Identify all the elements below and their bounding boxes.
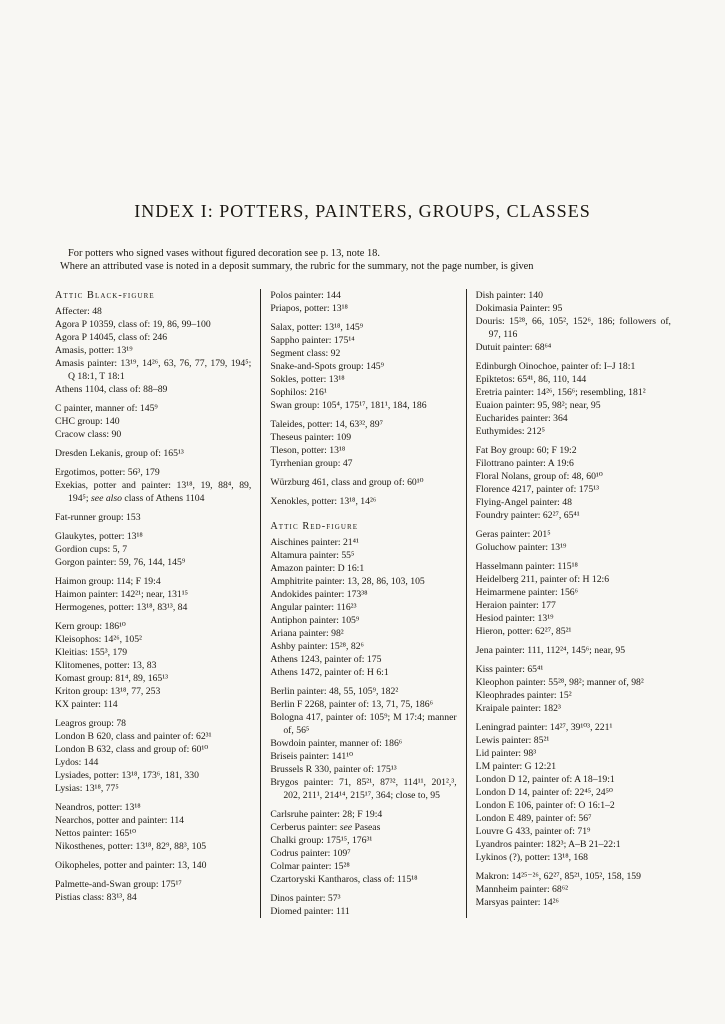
index-entry: Flying-Angel painter: 48 xyxy=(475,497,572,508)
index-entry: Lid painter: 98³ xyxy=(475,748,537,759)
entry-group xyxy=(270,418,456,470)
index-entry: Polos painter: 144 xyxy=(270,290,341,301)
index-entry: Andokides painter: 173³⁸ xyxy=(270,589,368,600)
index-entry: Komast group: 81⁴, 89, 165¹³ xyxy=(55,673,169,684)
entry-group xyxy=(270,808,456,886)
entry-group xyxy=(55,801,251,853)
index-entry: Lewis painter: 85²¹ xyxy=(475,735,550,746)
index-entry: Tleson, potter: 13¹⁸ xyxy=(270,445,346,456)
index-entry: Sappho painter: 175¹⁴ xyxy=(270,335,355,346)
entry-group xyxy=(55,402,251,441)
index-entry: Snake-and-Spots group: 145⁹ xyxy=(270,361,385,372)
index-entry: Kiss painter: 65⁴¹ xyxy=(475,664,544,675)
index-entry: Dish painter: 140 xyxy=(475,290,543,301)
index-entry: Haimon painter: 142²¹; near, 131¹⁵ xyxy=(55,589,189,600)
entry-group xyxy=(55,511,251,524)
index-entry: Lysias: 13¹⁸, 77⁵ xyxy=(55,783,119,794)
index-entry: Codrus painter: 109⁷ xyxy=(270,848,351,859)
index-entry: Agora P 10359, class of: 19, 86, 99–100 xyxy=(55,319,211,330)
index-entry: Bowdoin painter, manner of: 186⁶ xyxy=(270,738,403,749)
index-entry: Sokles, potter: 13¹⁸ xyxy=(270,374,345,385)
index-entry: Exekias, potter and painter: 13¹⁸, 19, 88⁴, 89, 194⁵; see also class of Athens 1104 xyxy=(55,480,252,504)
index-entry: Dutuit painter: 68⁶⁴ xyxy=(475,342,552,353)
entry-group xyxy=(476,663,671,715)
index-entry: Mannheim painter: 68⁶² xyxy=(475,884,569,895)
index-entry: Aischines painter: 21⁴¹ xyxy=(270,537,359,548)
index-entry: Würzburg 461, class and group of: 60¹⁰ xyxy=(270,477,424,488)
index-entry: Ariana painter: 98² xyxy=(270,628,344,639)
index-entry: Haimon group: 114; F 19:4 xyxy=(55,576,161,587)
index-entry: Angular painter: 116²³ xyxy=(270,602,357,613)
index-entry: Epiktetos: 65⁴¹, 86, 110, 144 xyxy=(475,374,587,385)
index-entry: Athens 1243, painter of: 175 xyxy=(270,654,382,665)
entry-group xyxy=(270,476,456,489)
index-entry: Louvre G 433, painter of: 71⁹ xyxy=(475,826,591,837)
index-entry: Hieron, potter: 62²⁷, 85²¹ xyxy=(475,626,572,637)
index-entry: Oikopheles, potter and painter: 13, 140 xyxy=(55,860,207,871)
index-entry: Lyandros painter: 182³; A–B 21–22:1 xyxy=(475,839,621,850)
index-entry: Amasis, potter: 13¹⁹ xyxy=(55,345,133,356)
section-heading: Attic Red-figure xyxy=(270,521,359,532)
entry-group xyxy=(270,685,456,802)
index-column-1 xyxy=(55,289,260,918)
index-entry: Priapos, potter: 13¹⁸ xyxy=(270,303,348,314)
index-entry: Glaukytes, potter: 13¹⁸ xyxy=(55,531,143,542)
index-entry: Heimarmene painter: 156⁶ xyxy=(475,587,579,598)
index-entry: Kern group: 186¹⁰ xyxy=(55,621,126,632)
index-entry: Hesiod painter: 13¹⁹ xyxy=(475,613,554,624)
entry-group xyxy=(270,495,456,508)
entry-group xyxy=(55,466,251,505)
entry-group xyxy=(476,444,671,522)
entry-group xyxy=(476,528,671,554)
entry-group xyxy=(270,289,456,315)
entry-group xyxy=(270,892,456,918)
entry-group xyxy=(55,575,251,614)
index-entry: London E 489, painter of: 56⁷ xyxy=(475,813,592,824)
index-entry: Hermogenes, potter: 13¹⁸, 83¹³, 84 xyxy=(55,602,188,613)
index-entry: Bologna 417, painter of: 105⁹; M 17:4; manner of, 56⁵ xyxy=(270,712,457,736)
index-entry: Filottrano painter: A 19:6 xyxy=(475,458,574,469)
index-entry: Kleophon painter: 55²⁸, 98²; manner of, 98² xyxy=(475,677,644,688)
entry-group xyxy=(476,560,671,638)
index-entry: Eucharides painter: 364 xyxy=(475,413,568,424)
index-entry: Swan group: 105⁴, 175¹⁷, 181¹, 184, 186 xyxy=(270,400,427,411)
entry-group xyxy=(476,721,671,864)
index-entry: Fat-runner group: 153 xyxy=(55,512,141,523)
index-entry: Ergotimos, potter: 56³, 179 xyxy=(55,467,160,478)
index-entry: Cerberus painter: see Paseas xyxy=(270,822,381,833)
entry-group xyxy=(55,530,251,569)
index-entry: Goluchow painter: 13¹⁹ xyxy=(475,542,567,553)
index-entry: Nearchos, potter and painter: 114 xyxy=(55,815,185,826)
index-entry: Dresden Lekanis, group of: 165¹³ xyxy=(55,448,184,459)
index-entry: Klitomenes, potter: 13, 83 xyxy=(55,660,157,671)
index-entry: Euthymides: 212⁵ xyxy=(475,426,545,437)
index-entry: LM painter: G 12:21 xyxy=(475,761,557,772)
entry-group xyxy=(476,289,671,354)
index-entry: Leagros group: 78 xyxy=(55,718,127,729)
index-entry: Nikosthenes, potter: 13¹⁸, 82⁹, 88³, 105 xyxy=(55,841,207,852)
index-entry: Makron: 14²⁵⁻²⁶, 62²⁷, 85²¹, 105², 158, 159 xyxy=(475,871,641,882)
index-entry: Lykinos (?), potter: 13¹⁸, 168 xyxy=(475,852,588,863)
intro-note-2: Where an attributed vase is noted in a deposit summary, the rubric for the summary, not the page number, is given xyxy=(60,261,534,272)
index-entry: Euaion painter: 95, 98²; near, 95 xyxy=(475,400,601,411)
index-entry: Geras painter: 201⁵ xyxy=(475,529,551,540)
index-entry: Czartoryski Kantharos, class of: 115¹⁸ xyxy=(270,874,418,885)
index-entry: Pistias class: 83¹³, 84 xyxy=(55,892,137,903)
entry-group xyxy=(476,870,671,909)
index-entry: Diomed painter: 111 xyxy=(270,906,350,917)
index-entry: Kriton group: 13¹⁸, 77, 253 xyxy=(55,686,161,697)
index-entry: Colmar painter: 15²⁸ xyxy=(270,861,350,872)
entry-group xyxy=(55,620,251,711)
index-entry: Nettos painter: 165¹⁰ xyxy=(55,828,137,839)
index-entry: Lydos: 144 xyxy=(55,757,99,768)
index-column-2 xyxy=(260,289,465,918)
index-entry: Sophilos: 216¹ xyxy=(270,387,327,398)
entry-group xyxy=(55,305,251,396)
index-entry: Athens 1472, painter of: H 6:1 xyxy=(270,667,389,678)
index-entry: Fat Boy group: 60; F 19:2 xyxy=(475,445,577,456)
index-entry: Theseus painter: 109 xyxy=(270,432,352,443)
page-title: INDEX I: POTTERS, PAINTERS, GROUPS, CLASSES xyxy=(134,201,591,221)
index-entry: Eretria painter: 14²⁶, 156⁶; resembling, 181² xyxy=(475,387,646,398)
index-entry: Gordion cups: 5, 7 xyxy=(55,544,128,555)
index-column-3 xyxy=(466,289,671,918)
section-heading: Attic Black-figure xyxy=(55,290,155,301)
index-entry: Foundry painter: 62²⁷, 65⁴¹ xyxy=(475,510,580,521)
index-entry: Carlsruhe painter: 28; F 19:4 xyxy=(270,809,383,820)
index-entry: London B 632, class and group of: 60¹⁰ xyxy=(55,744,209,755)
index-entry: Chalki group: 175¹⁵, 176³¹ xyxy=(270,835,373,846)
index-entry: CHC group: 140 xyxy=(55,416,120,427)
index-entry: Hasselmann painter: 115¹⁸ xyxy=(475,561,578,572)
entry-group xyxy=(55,878,251,904)
index-entry: London E 106, painter of: O 16:1–2 xyxy=(475,800,615,811)
index-entry: Amphitrite painter: 13, 28, 86, 103, 105 xyxy=(270,576,425,587)
index-entry: Berlin painter: 48, 55, 105⁹, 182² xyxy=(270,686,399,697)
index-entry: Cracow class: 90 xyxy=(55,429,122,440)
index-columns xyxy=(55,289,671,918)
index-entry: Amazon painter: D 16:1 xyxy=(270,563,365,574)
entry-group xyxy=(55,447,251,460)
index-entry: Neandros, potter: 13¹⁸ xyxy=(55,802,141,813)
index-entry: Ashby painter: 15²⁸, 82⁶ xyxy=(270,641,364,652)
index-entry: Taleides, potter: 14, 63³², 89⁷ xyxy=(270,419,383,430)
index-entry: Amasis painter: 13¹⁹, 14²⁶, 63, 76, 77, 179, 194⁵; Q 18:1, T 18:1 xyxy=(55,358,252,382)
index-entry: Berlin F 2268, painter of: 13, 71, 75, 186⁶ xyxy=(270,699,433,710)
index-entry: Florence 4217, painter of: 175¹³ xyxy=(475,484,600,495)
index-entry: Edinburgh Oinochoe, painter of: I–J 18:1 xyxy=(475,361,636,372)
index-entry: Brygos painter: 71, 85²¹, 87³², 114¹¹, 201²,³, 202, 211¹, 214¹⁴, 215¹⁷, 364; close to, 95 xyxy=(270,777,457,801)
index-entry: Gorgon painter: 59, 76, 144, 145⁹ xyxy=(55,557,186,568)
index-entry: Agora P 14045, class of: 246 xyxy=(55,332,168,343)
index-entry: Floral Nolans, group of: 48, 60¹⁰ xyxy=(475,471,603,482)
index-entry: Kleitias: 155³, 179 xyxy=(55,647,128,658)
index-entry: London B 620, class and painter of: 62³¹ xyxy=(55,731,212,742)
index-entry: Kleophrades painter: 15² xyxy=(475,690,572,701)
index-entry: Kraipale painter: 182³ xyxy=(475,703,561,714)
index-entry: Lysiades, potter: 13¹⁸, 173⁶, 181, 330 xyxy=(55,770,199,781)
index-entry: Jena painter: 111, 112²⁴, 145⁶; near, 95 xyxy=(475,645,626,656)
index-entry: Xenokles, potter: 13¹⁸, 14²⁶ xyxy=(270,496,377,507)
index-entry: Affecter: 48 xyxy=(55,306,102,317)
index-entry: Heidelberg 211, painter of: H 12:6 xyxy=(475,574,610,585)
index-entry: London D 14, painter of: 22⁴⁵, 24⁵⁰ xyxy=(475,787,613,798)
entry-group xyxy=(55,717,251,795)
index-entry: Segment class: 92 xyxy=(270,348,341,359)
index-entry: Dinos painter: 57³ xyxy=(270,893,341,904)
index-entry: C painter, manner of: 145⁹ xyxy=(55,403,158,414)
entry-group xyxy=(476,644,671,657)
index-entry: Douris: 15²⁸, 66, 105², 152⁶, 186; followers of, 97, 116 xyxy=(475,316,671,340)
index-entry: Dokimasia Painter: 95 xyxy=(475,303,563,314)
intro-notes xyxy=(56,247,668,273)
index-entry: Leningrad painter: 14²⁷, 39¹⁰³, 221¹ xyxy=(475,722,613,733)
index-entry: KX painter: 114 xyxy=(55,699,118,710)
index-entry: Palmette-and-Swan group: 175¹⁷ xyxy=(55,879,182,890)
index-entry: Marsyas painter: 14²⁶ xyxy=(475,897,559,908)
entry-group xyxy=(55,859,251,872)
index-entry: Antiphon painter: 105⁹ xyxy=(270,615,360,626)
index-entry: Athens 1104, class of: 88–89 xyxy=(55,384,168,395)
index-entry: Tyrrhenian group: 47 xyxy=(270,458,353,469)
entry-group xyxy=(270,321,456,412)
index-entry: Altamura painter: 55⁵ xyxy=(270,550,355,561)
index-entry: Salax, potter: 13¹⁸, 145⁹ xyxy=(270,322,364,333)
index-entry: London D 12, painter of: A 18–19:1 xyxy=(475,774,615,785)
index-entry: Brussels R 330, painter of: 175¹³ xyxy=(270,764,397,775)
index-entry: Heraion painter: 177 xyxy=(475,600,556,611)
index-entry: Briseis painter: 141¹⁰ xyxy=(270,751,353,762)
intro-note-1: For potters who signed vases without figured decoration see p. 13, note 18. xyxy=(68,248,380,259)
entry-group xyxy=(476,360,671,438)
index-entry: Kleisophos: 14²⁶, 105² xyxy=(55,634,142,645)
entry-group xyxy=(270,536,456,679)
